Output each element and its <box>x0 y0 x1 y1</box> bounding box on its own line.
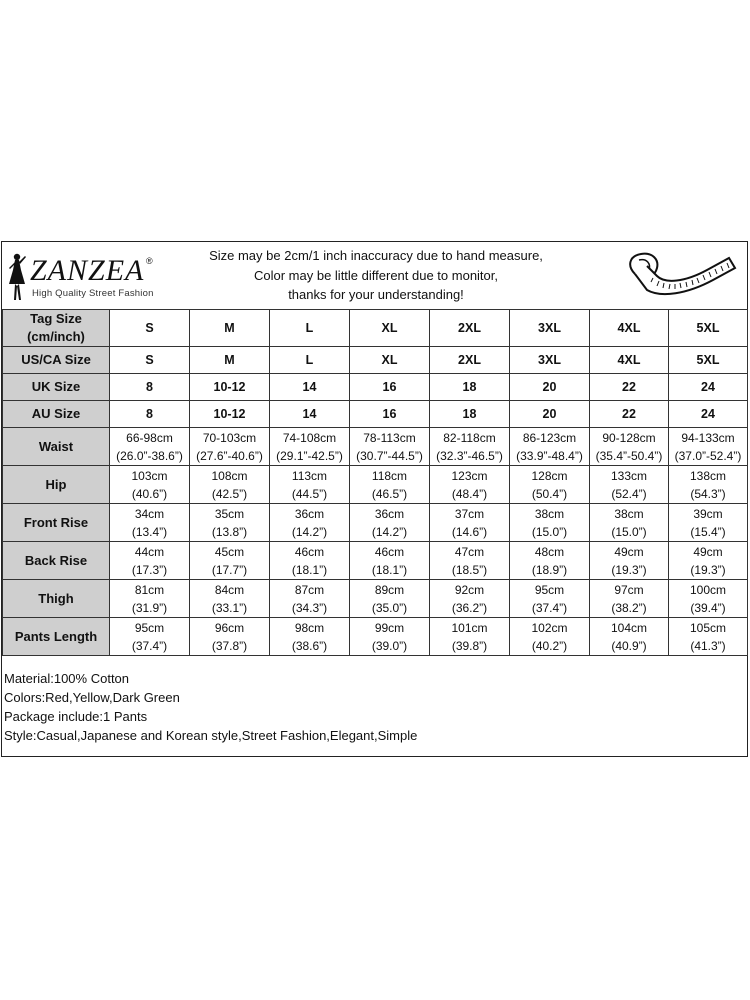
row-header: Waist <box>3 428 110 466</box>
table-cell: 20 <box>510 374 590 401</box>
table-cell: L <box>270 310 350 347</box>
table-cell: 66-98cm (26.0”-38.6”) <box>110 428 190 466</box>
table-cell: M <box>190 347 270 374</box>
row-header: Pants Length <box>3 618 110 656</box>
table-cell: 138cm (54.3”) <box>669 466 748 504</box>
table-cell: 24 <box>669 401 748 428</box>
table-row <box>3 542 748 580</box>
material-line: Material:100% Cotton <box>4 671 130 686</box>
table-cell: 102cm (40.2”) <box>510 618 590 656</box>
size-chart-header <box>2 242 747 310</box>
table-cell: 78-113cm (30.7”-44.5”) <box>350 428 430 466</box>
table-cell: 97cm (38.2”) <box>590 580 669 618</box>
registered-mark: ® <box>146 256 153 266</box>
table-cell: 34cm (13.4”) <box>110 504 190 542</box>
table-cell: 101cm (39.8”) <box>430 618 510 656</box>
measuring-tape-icon <box>617 246 742 304</box>
size-table-body <box>3 310 748 656</box>
row-header: Thigh <box>3 580 110 618</box>
table-cell: 38cm (15.0”) <box>590 504 669 542</box>
table-cell: 18 <box>430 401 510 428</box>
table-cell: 98cm (38.6”) <box>270 618 350 656</box>
table-cell: 47cm (18.5”) <box>430 542 510 580</box>
table-row <box>3 618 748 656</box>
size-chart-sheet <box>1 241 748 757</box>
table-cell: 92cm (36.2”) <box>430 580 510 618</box>
table-cell: 45cm (17.7”) <box>190 542 270 580</box>
table-cell: 14 <box>270 401 350 428</box>
product-info <box>4 669 417 745</box>
table-cell: 39cm (15.4”) <box>669 504 748 542</box>
row-header: US/CA Size <box>3 347 110 374</box>
table-cell: 108cm (42.5”) <box>190 466 270 504</box>
table-row <box>3 374 748 401</box>
brand-wordmark: ZANZEA <box>30 254 145 287</box>
table-cell: 5XL <box>669 347 748 374</box>
table-cell: 36cm (14.2”) <box>270 504 350 542</box>
table-row <box>3 310 748 347</box>
brand-logo <box>4 246 164 306</box>
table-cell: 95cm (37.4”) <box>110 618 190 656</box>
table-cell: 16 <box>350 401 430 428</box>
table-cell: L <box>270 347 350 374</box>
table-cell: 10-12 <box>190 374 270 401</box>
table-cell: 4XL <box>590 347 669 374</box>
table-cell: 3XL <box>510 310 590 347</box>
table-cell: 36cm (14.2”) <box>350 504 430 542</box>
table-cell: S <box>110 347 190 374</box>
table-cell: XL <box>350 347 430 374</box>
table-cell: 133cm (52.4”) <box>590 466 669 504</box>
table-cell: 70-103cm (27.6”-40.6”) <box>190 428 270 466</box>
notice-line: Size may be 2cm/1 inch inaccuracy due to hand measure, <box>209 248 543 263</box>
table-cell: 49cm (19.3”) <box>669 542 748 580</box>
table-cell: 104cm (40.9”) <box>590 618 669 656</box>
table-cell: 100cm (39.4”) <box>669 580 748 618</box>
brand-tagline: High Quality Street Fashion <box>32 288 154 299</box>
table-cell: 99cm (39.0”) <box>350 618 430 656</box>
table-cell: 46cm (18.1”) <box>350 542 430 580</box>
table-cell: 49cm (19.3”) <box>590 542 669 580</box>
table-cell: 81cm (31.9”) <box>110 580 190 618</box>
table-cell: XL <box>350 310 430 347</box>
table-cell: 90-128cm (35.4”-50.4”) <box>590 428 669 466</box>
size-table <box>2 309 748 656</box>
table-cell: 44cm (17.3”) <box>110 542 190 580</box>
table-cell: 22 <box>590 401 669 428</box>
style-line: Style:Casual,Japanese and Korean style,Street Fashion,Elegant,Simple <box>4 728 418 743</box>
row-header: Hip <box>3 466 110 504</box>
table-cell: 3XL <box>510 347 590 374</box>
table-row <box>3 466 748 504</box>
table-cell: S <box>110 310 190 347</box>
table-cell: 2XL <box>430 347 510 374</box>
table-cell: 123cm (48.4”) <box>430 466 510 504</box>
table-cell: 4XL <box>590 310 669 347</box>
table-cell: 8 <box>110 374 190 401</box>
table-cell: 82-118cm (32.3”-46.5”) <box>430 428 510 466</box>
table-cell: 5XL <box>669 310 748 347</box>
row-header: Tag Size (cm/inch) <box>3 310 110 347</box>
table-cell: 14 <box>270 374 350 401</box>
row-header: Back Rise <box>3 542 110 580</box>
row-header: UK Size <box>3 374 110 401</box>
table-cell: 35cm (13.8”) <box>190 504 270 542</box>
table-cell: 74-108cm (29.1”-42.5”) <box>270 428 350 466</box>
package-line: Package include:1 Pants <box>4 709 148 724</box>
table-cell: 8 <box>110 401 190 428</box>
table-cell: 46cm (18.1”) <box>270 542 350 580</box>
table-row <box>3 580 748 618</box>
colors-line: Colors:Red,Yellow,Dark Green <box>4 690 180 705</box>
table-cell: 2XL <box>430 310 510 347</box>
table-cell: M <box>190 310 270 347</box>
table-cell: 128cm (50.4”) <box>510 466 590 504</box>
fashion-figure-icon <box>6 252 28 304</box>
table-cell: 94-133cm (37.0”-52.4”) <box>669 428 748 466</box>
table-cell: 118cm (46.5”) <box>350 466 430 504</box>
table-cell: 89cm (35.0”) <box>350 580 430 618</box>
table-row <box>3 347 748 374</box>
table-cell: 22 <box>590 374 669 401</box>
table-cell: 113cm (44.5”) <box>270 466 350 504</box>
table-row <box>3 428 748 466</box>
table-cell: 24 <box>669 374 748 401</box>
table-cell: 86-123cm (33.9”-48.4”) <box>510 428 590 466</box>
table-cell: 105cm (41.3”) <box>669 618 748 656</box>
table-cell: 84cm (33.1”) <box>190 580 270 618</box>
table-cell: 48cm (18.9”) <box>510 542 590 580</box>
table-cell: 95cm (37.4”) <box>510 580 590 618</box>
row-header: AU Size <box>3 401 110 428</box>
table-row <box>3 401 748 428</box>
notice-line: Color may be little different due to monitor, <box>254 267 498 283</box>
table-cell: 20 <box>510 401 590 428</box>
notice-line: thanks for your understanding! <box>288 287 464 302</box>
measurement-notice <box>162 246 590 305</box>
table-cell: 38cm (15.0”) <box>510 504 590 542</box>
table-cell: 10-12 <box>190 401 270 428</box>
table-cell: 87cm (34.3”) <box>270 580 350 618</box>
row-header: Front Rise <box>3 504 110 542</box>
table-cell: 37cm (14.6”) <box>430 504 510 542</box>
table-cell: 96cm (37.8”) <box>190 618 270 656</box>
table-cell: 16 <box>350 374 430 401</box>
table-cell: 103cm (40.6”) <box>110 466 190 504</box>
table-row <box>3 504 748 542</box>
table-cell: 18 <box>430 374 510 401</box>
